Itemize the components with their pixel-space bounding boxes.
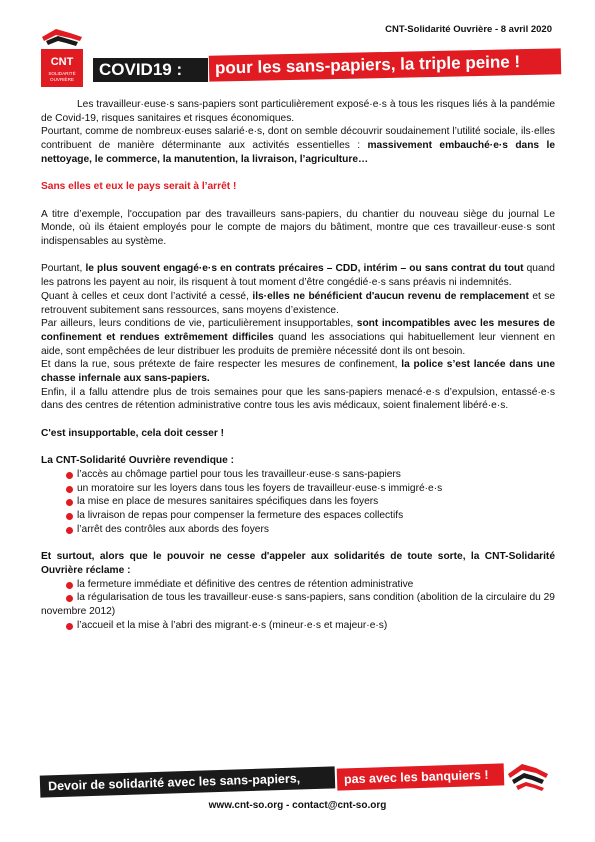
paragraph-precarious	[41, 262, 555, 289]
paragraph-income-bold: ils·elles ne bénéficient d'aucun revenu de remplacement	[252, 290, 529, 302]
list-item	[41, 482, 555, 496]
list-item	[41, 578, 555, 592]
paragraph-police-a: Et dans la rue, sous prétexte de faire respecter les mesures de confinement,	[41, 359, 398, 371]
footer-links: www.cnt-so.org - contact@cnt-so.org	[208, 800, 387, 811]
paragraph-income-a: Quant à celles et ceux dont l’activité a cessé,	[41, 290, 249, 302]
list-item-text: l’accès au chômage partiel pour tous les travailleur·euse·s sans-papiers	[77, 468, 401, 480]
bullet-dot-icon	[66, 595, 73, 602]
surtout-heading: Et surtout, alors que le pouvoir ne cesse d'appeler aux solidarités de toute sorte, la CNT-Solidarité Ouvrière réclame :	[41, 551, 555, 576]
paragraph-income-c: et se retrouvent subitement sans ressources, sans moyens d’existence.	[41, 290, 555, 316]
bullet-dot-icon	[66, 472, 73, 479]
banner-solidarity: Devoir de solidarité avec les sans-papiers,	[40, 766, 336, 797]
revendique-heading: La CNT-Solidarité Ouvrière revendique :	[41, 455, 235, 467]
bullet-dot-icon	[66, 499, 73, 506]
cnt-so-footer-logo	[506, 758, 550, 796]
list-item	[41, 509, 555, 523]
list-item-text: un moratoire sur les loyers dans tous les foyers de travailleur·euse·s immigré·e·s	[77, 482, 443, 494]
list-item	[41, 523, 555, 537]
claims-list	[41, 578, 555, 633]
paragraph-income	[41, 290, 555, 317]
paragraph-precarious-bold: le plus souvent engagé·e·s en contrats précaires – CDD, intérim – ou sans contrat du tout	[85, 263, 524, 275]
list-item-text: la livraison de repas pour compenser la fermeture des espaces collectifs	[77, 510, 404, 522]
list-item-text: la régularisation de tous les travailleur·euse·s sans-papiers, sans condition (abolition de la circulaire du 29 novembre 2012)	[41, 592, 555, 617]
bullet-dot-icon	[66, 513, 73, 520]
bullet-dot-icon	[66, 527, 73, 534]
header-date: CNT-Solidarité Ouvrière - 8 avril 2020	[385, 24, 552, 35]
bullet-dot-icon	[66, 486, 73, 493]
footer-banner	[40, 763, 510, 803]
paragraph-example: A titre d’exemple, l'occupation par des travailleurs sans-papiers, du chantier du nouveau siège du journal Le Monde, où ils étaient employés pour le compte de majors du bâtiment, montre que ces travailleur·euse·s sont indispensables au système.	[41, 208, 555, 247]
title-covid: COVID19 :	[93, 58, 208, 82]
cnt-so-logo	[40, 27, 84, 89]
paragraph-essential	[41, 125, 555, 166]
paragraph-police	[41, 358, 555, 385]
list-item	[41, 495, 555, 509]
list-item	[41, 468, 555, 482]
list-item-text: l’arrêt des contrôles aux abords des foyers	[77, 523, 269, 535]
paragraph-essential-bold: massivement embauché·e·s dans le nettoyage, le commerce, la manutention, la livraison, l’agriculture…	[41, 140, 555, 165]
paragraph-conditions	[41, 317, 555, 358]
bullet-dot-icon	[66, 582, 73, 589]
paragraph-conditions-c: quand les associations qui habituellement leur viennent en aide, sont empêchées de leur distribuer les produits de première nécessité dont ils ont besoin.	[41, 331, 555, 357]
paragraph-precarious-a: Pourtant,	[41, 263, 83, 275]
paragraph-essential-text: Pourtant, comme de nombreux·euses salarié·e·s, dont on semble découvrir soudainement l’utilité sociale, ils·elles contribuent de manière déterminante aux activités essentielles :	[41, 126, 555, 152]
list-item	[41, 591, 555, 618]
list-item-text: la fermeture immédiate et définitive des centres de rétention administrative	[77, 578, 414, 590]
logo-subtext-2: OUVRIÈRE	[50, 77, 74, 82]
list-item	[41, 619, 555, 633]
insupportable-line: C'est insupportable, cela doit cesser !	[41, 427, 225, 439]
logo-subtext-1: SOLIDARITÉ	[48, 71, 76, 76]
paragraph-police-bold: la police s’est lancée dans une chasse infernale aux sans-papiers.	[41, 359, 555, 385]
logo-text: CNT	[50, 56, 74, 68]
title-subtitle: pour les sans-papiers, la triple peine !	[209, 48, 561, 81]
paragraph-retention: Enfin, il a fallu attendre plus de trois semaines pour que les sans-papiers menacé·e·s d’expulsion, entassé·e·s dans des centres de rétention administrative contre tous les avis médicaux, soient finalement libéré·e·s.	[41, 386, 555, 412]
document-body	[41, 98, 555, 632]
banner-bankers: pas avec les banquiers !	[337, 763, 505, 790]
demands-list	[41, 468, 555, 537]
list-item-text: l’accueil et la mise à l’abri des migrant·e·s (mineur·e·s et majeur·e·s)	[77, 619, 388, 631]
paragraph-intro: Les travailleur·euse·s sans-papiers sont particulièrement exposé·e·s à tous les risques liés à la pandémie de Covid-19, risques sanitaires et risques économiques.	[41, 99, 555, 124]
paragraph-precarious-c: quand les patrons les payent au noir, ils risquent à tout moment d’être congédié·e·s sans préavis ni indemnités.	[41, 263, 555, 289]
bullet-dot-icon	[66, 623, 73, 630]
red-statement: Sans elles et eux le pays serait à l’arrêt !	[41, 181, 237, 193]
paragraph-conditions-a: Par ailleurs, leurs conditions de vie, particulièrement insupportables,	[41, 318, 354, 330]
list-item-text: la mise en place de mesures sanitaires spécifiques dans les foyers	[77, 496, 379, 508]
paragraph-conditions-bold: sont incompatibles avec les mesures de confinement et rendues extrêmement difficiles	[41, 318, 555, 343]
